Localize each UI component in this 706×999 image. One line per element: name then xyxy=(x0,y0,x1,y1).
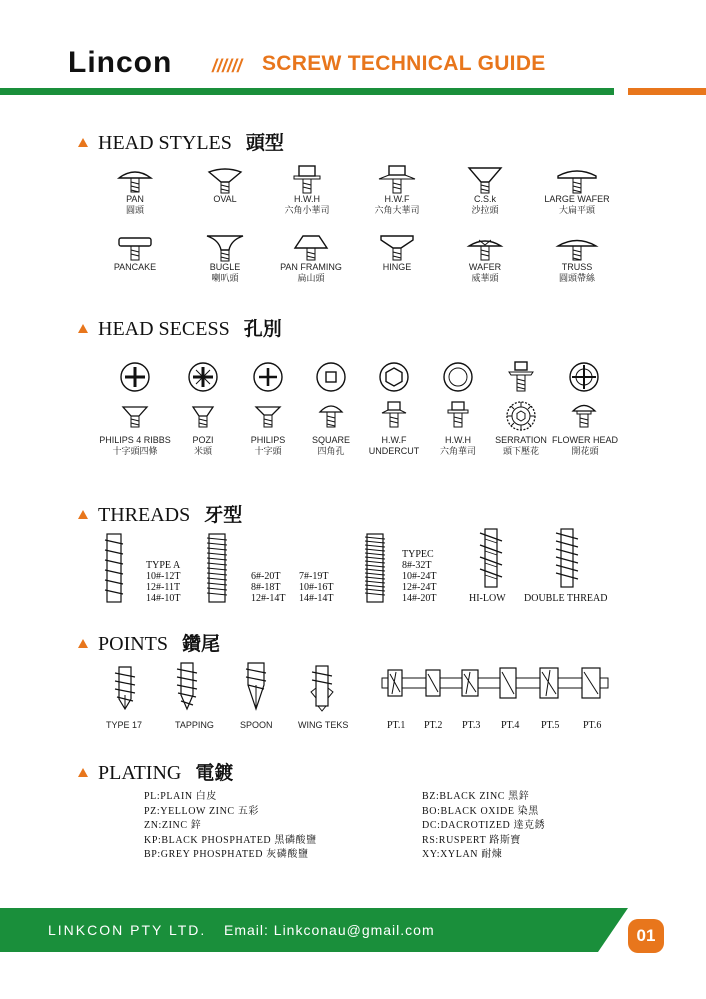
point-label: SPOON xyxy=(240,720,273,730)
pt-label: PT.3 xyxy=(462,720,481,731)
recess-label-zh: 頭下壓花 xyxy=(502,447,539,457)
plating-item: XY:XYLAN 耐煉 xyxy=(422,849,503,860)
head-style-label: HINGE xyxy=(382,262,412,272)
recess-label-zh: 六角華司 xyxy=(439,447,476,457)
countersunk-head-icon xyxy=(463,164,507,194)
tapping-point-icon xyxy=(176,661,198,711)
header-orange-bar xyxy=(628,88,706,95)
head-style-item xyxy=(352,164,442,217)
point-label: TAPPING xyxy=(175,720,214,730)
head-style-label-zh: 圓頭 xyxy=(125,206,144,216)
pt-label: PT.2 xyxy=(424,720,443,731)
flower-head-recess-icon xyxy=(568,361,600,393)
philips-recess-icon xyxy=(252,361,284,393)
section-threads xyxy=(78,500,242,527)
spec-line: 12#-11T xyxy=(146,582,181,593)
recess-label-zh: 十字頭四條 xyxy=(112,447,158,457)
triangle-bullet-icon xyxy=(78,639,88,648)
recess-label-zh: 四角孔 xyxy=(317,447,345,457)
spec-line: 14#-20T xyxy=(402,593,437,604)
section-title-zh: 電鍍 xyxy=(195,762,234,784)
head-style-label: H.W.H xyxy=(294,194,320,204)
head-style-item xyxy=(532,232,622,285)
section-title-zh: 頭型 xyxy=(245,132,284,154)
head-style-label: C.S.k xyxy=(473,194,496,204)
pt-label: PT.5 xyxy=(541,720,560,731)
pan-head-icon xyxy=(113,164,157,194)
flower-head-side-icon xyxy=(569,400,599,428)
head-style-label: TRUSS xyxy=(561,262,593,272)
spec-line: 14#-14T xyxy=(299,593,334,604)
type-c-thread-icon xyxy=(364,532,386,604)
pan-framing-head-icon xyxy=(289,232,333,262)
recess-label: PHILIPS 4 RIBBS xyxy=(99,435,171,445)
page-number-badge: 01 xyxy=(628,919,664,953)
section-title-zh: 牙型 xyxy=(204,504,243,526)
head-style-item xyxy=(532,164,622,217)
head-style-item xyxy=(180,164,270,205)
section-head-styles xyxy=(78,128,284,155)
plating-item: PZ:YELLOW ZINC 五彩 xyxy=(144,805,260,817)
head-style-label-zh: 沙拉頭 xyxy=(471,206,499,216)
header-slashes: ////// xyxy=(212,56,243,76)
plating-item: PL:PLAIN 白皮 xyxy=(144,791,217,802)
head-style-label: BUGLE xyxy=(209,262,241,272)
head-style-label: PAN xyxy=(126,194,144,204)
plating-item: BZ:BLACK ZINC 黑鋅 xyxy=(422,791,530,802)
head-style-label: H.W.F xyxy=(384,194,410,204)
serration-top-icon xyxy=(505,360,537,394)
thread-specs-col3 xyxy=(299,571,333,604)
section-title: THREADS xyxy=(98,504,191,526)
spec-line: 14#-10T xyxy=(146,593,181,604)
plating-list-right xyxy=(422,790,545,863)
recess-label: SERRATION xyxy=(495,435,547,445)
recess-label-item xyxy=(540,435,630,458)
plating-item: BP:GREY PHOSPHATED 灰磷酸鹽 xyxy=(144,849,309,860)
pozi-recess-icon xyxy=(187,361,219,393)
head-style-item xyxy=(440,232,530,285)
head-style-item xyxy=(352,232,442,273)
head-style-label: OVAL xyxy=(213,194,237,204)
plating-item: DC:DACROTIZED 達克銹 xyxy=(422,820,546,831)
type-17-point-icon xyxy=(114,665,136,711)
plating-item: KP:BLACK PHOSPHATED 黑磷酸鹽 xyxy=(144,834,317,846)
philips-4-ribbs-recess-icon xyxy=(119,361,151,393)
head-style-label-zh: 大扁平頭 xyxy=(558,206,595,216)
page-footer xyxy=(0,908,706,952)
bugle-head-icon xyxy=(203,232,247,262)
point-label: TYPE 17 xyxy=(106,720,143,730)
recess-label: SQUARE xyxy=(311,435,350,445)
head-style-item xyxy=(90,164,180,217)
spec-line: TYPEC xyxy=(402,549,434,560)
hex-washer-head-icon xyxy=(285,164,329,194)
plating-item: BO:BLACK OXIDE 染黑 xyxy=(422,805,539,817)
hex-flange-undercut-side-icon xyxy=(379,400,409,428)
oval-head-icon xyxy=(203,164,247,194)
triangle-bullet-icon xyxy=(78,138,88,147)
type-a-thread-icon xyxy=(104,532,124,604)
point-label: WING TEKS xyxy=(298,720,349,730)
head-style-label-zh: 圓頭帶絲 xyxy=(558,274,595,284)
section-title-zh: 鑽尾 xyxy=(182,633,221,655)
head-style-item xyxy=(262,164,352,217)
wafer-head-icon xyxy=(463,232,507,262)
recess-label-zh: 十字頭 xyxy=(254,447,282,457)
head-style-label: PANCAKE xyxy=(113,262,157,272)
spec-line: 10#-12T xyxy=(146,571,181,582)
recess-label: POZI xyxy=(192,435,214,445)
triangle-bullet-icon xyxy=(78,510,88,519)
recess-label: H.W.F xyxy=(381,435,407,445)
type-a-specs xyxy=(146,560,180,604)
plating-item: RS:RUSPERT 路斯寶 xyxy=(422,834,522,846)
square-side-icon xyxy=(316,400,346,428)
section-title: HEAD STYLES xyxy=(98,132,232,154)
large-wafer-head-icon xyxy=(555,164,599,194)
hinge-head-icon xyxy=(375,232,419,262)
head-style-label-zh: 威華頭 xyxy=(471,274,499,284)
recess-label: PHILIPS xyxy=(250,435,286,445)
head-style-label: LARGE WAFER xyxy=(544,194,610,204)
section-points xyxy=(78,629,220,656)
thread-specs-col2 xyxy=(251,571,285,604)
page-header xyxy=(0,0,706,96)
wing-teks-point-icon xyxy=(309,664,335,712)
pt-label: PT.1 xyxy=(387,720,406,731)
head-style-label: WAFER xyxy=(468,262,502,272)
fine-thread-icon xyxy=(206,532,228,604)
head-style-label-zh: 六角小華司 xyxy=(284,206,330,216)
head-style-label: PAN FRAMING xyxy=(280,262,342,272)
triangle-bullet-icon xyxy=(78,324,88,333)
hex-flange-head-icon xyxy=(375,164,419,194)
spec-line: 8#-32T xyxy=(402,560,432,571)
spec-line: 8#-18T xyxy=(251,582,281,593)
recess-label-line2: UNDERCUT xyxy=(368,446,420,456)
section-plating xyxy=(78,758,233,785)
hex-washer-recess-icon xyxy=(442,361,474,393)
spoon-point-icon xyxy=(244,661,268,711)
pt-label: PT.6 xyxy=(583,720,602,731)
triangle-bullet-icon xyxy=(78,768,88,777)
philips-side-icon xyxy=(253,404,283,428)
philips-4-ribbs-side-icon xyxy=(120,404,150,428)
truss-head-icon xyxy=(555,232,599,262)
section-title-zh: 孔別 xyxy=(243,318,282,340)
recess-label-zh: 開花頭 xyxy=(571,447,599,457)
type-c-specs xyxy=(402,549,436,604)
spec-line: TYPE A xyxy=(146,560,181,571)
double-thread-label: DOUBLE THREAD xyxy=(524,593,608,604)
spec-line: 12#-24T xyxy=(402,582,437,593)
square-recess-icon xyxy=(315,361,347,393)
recess-label: H.W.H xyxy=(445,435,471,445)
pancake-head-icon xyxy=(113,232,157,262)
serration-icon xyxy=(504,400,538,432)
plating-item: ZN:ZINC 鋅 xyxy=(144,820,202,831)
hex-flange-undercut-recess-icon xyxy=(378,361,410,393)
footer-email: Email: Linkconau@gmail.com xyxy=(224,922,435,938)
head-style-item xyxy=(90,232,180,273)
spec-line: 10#-24T xyxy=(402,571,437,582)
spec-line: 6#-20T xyxy=(251,571,281,582)
pt-label: PT.4 xyxy=(501,720,520,731)
pozi-side-icon xyxy=(188,404,218,428)
recess-label-zh: 米頭 xyxy=(193,447,212,457)
double-thread-icon xyxy=(554,527,580,589)
head-style-item xyxy=(266,232,356,285)
section-title: POINTS xyxy=(98,633,169,655)
header-green-bar xyxy=(0,88,614,95)
recess-label: FLOWER HEAD xyxy=(551,435,618,445)
hi-low-thread-icon xyxy=(478,527,504,589)
drill-points-strip-icon xyxy=(380,666,610,700)
plating-list-left xyxy=(144,790,317,863)
hex-washer-side-icon xyxy=(443,400,473,428)
head-style-label-zh: 扁山頭 xyxy=(297,274,325,284)
section-head-recess xyxy=(78,314,282,341)
brand-logo: Lincon xyxy=(68,46,173,79)
head-style-item xyxy=(440,164,530,217)
hi-low-label: HI-LOW xyxy=(469,593,506,604)
head-style-label-zh: 喇叭頭 xyxy=(211,274,239,284)
section-title: HEAD SECESS xyxy=(98,318,230,340)
head-style-label-zh: 六角大華司 xyxy=(374,206,420,216)
spec-line: 12#-14T xyxy=(251,593,286,604)
head-style-item xyxy=(180,232,270,285)
spec-line: 7#-19T xyxy=(299,571,329,582)
page-title: SCREW TECHNICAL GUIDE xyxy=(262,52,546,75)
company-name: LINKCON PTY LTD. xyxy=(48,922,207,938)
section-title: PLATING xyxy=(98,762,182,784)
spec-line: 10#-16T xyxy=(299,582,334,593)
